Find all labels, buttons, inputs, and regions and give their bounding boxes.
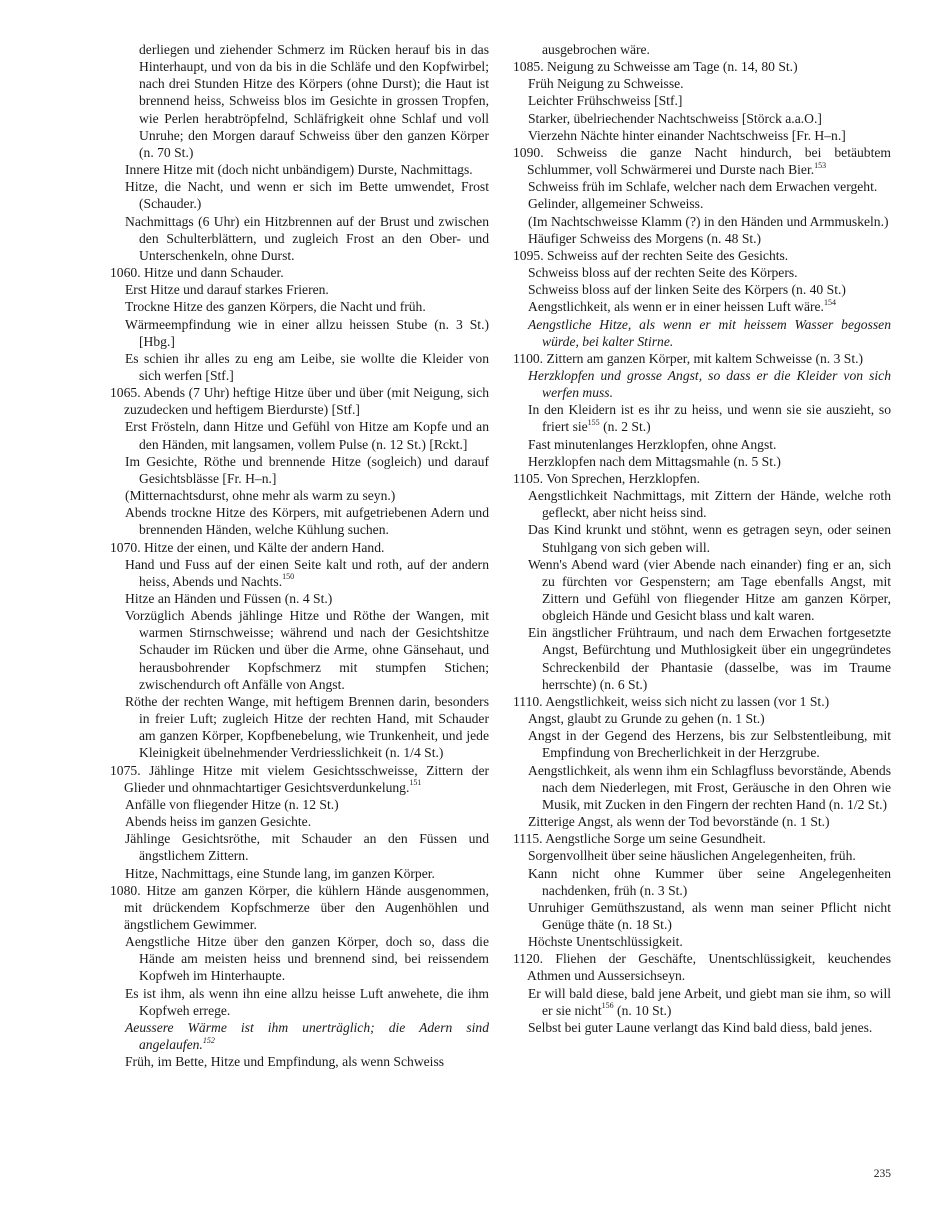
entry: [513, 401, 891, 435]
entry-text: 1085. Neigung zu Schweisse am Tage (n. 14, 80 St.): [513, 59, 798, 75]
entry: [110, 762, 489, 796]
entry-text: Vorzüglich Abends jählinge Hitze und Röthe der Wangen, mit warmen Stirnschweisse; während und nach der Gesichtshitze Schauder im Rücken und über die Arme, ohne Gänsehaut, und herausbohrender Kopfschmerz mit stumpfen Stichen; zwischendurch oft Anfälle von Angst.: [125, 608, 489, 692]
entry: [513, 453, 891, 470]
entry: [513, 230, 891, 247]
entry: [513, 950, 891, 984]
entry: [513, 195, 891, 212]
entry: [110, 556, 489, 590]
entry-text: Abends trockne Hitze des Körpers, mit aufgetriebenen Adern und brennenden Händen, welche Kühlung suchen.: [125, 505, 489, 538]
entry: [110, 985, 489, 1019]
entry: [110, 1019, 489, 1053]
entry: [110, 41, 489, 161]
entry: [110, 590, 489, 607]
entry: [110, 453, 489, 487]
entry-text: Selbst bei guter Laune verlangt das Kind bald diess, bald jenes.: [528, 1019, 873, 1035]
entry: [513, 298, 891, 315]
entry-text: Wenn's Abend ward (vier Abende nach einander) fing er an, sich zu fürchten vor Gespenstern; am Tage ebenfalls Angst, mit Zittern und Gefühl von fliegender Hitze am ganzen Körper, obgleich Hände und Gesicht blass und kalt waren.: [528, 556, 891, 624]
page-number: 235: [873, 1168, 891, 1180]
entry-text: Sorgenvollheit über seine häuslichen Angelegenheiten, früh.: [528, 848, 856, 864]
footnote-ref: 152: [202, 1035, 215, 1045]
entry: [513, 985, 891, 1019]
entry: [513, 281, 891, 298]
entry: [513, 470, 891, 487]
entry-text: Das Kind krunkt und stöhnt, wenn es getragen seyn, oder seinen Stuhlgang von sich geben will.: [528, 522, 891, 555]
entry: [110, 418, 489, 452]
entry-text: In den Kleidern ist es ihr zu heiss, und wenn sie sie auszieht, so friert sie: [528, 402, 891, 435]
entry: [513, 847, 891, 864]
entry: [513, 727, 891, 761]
entry-text: Trockne Hitze des ganzen Körpers, die Nacht und früh.: [125, 299, 426, 315]
entry: [513, 830, 891, 847]
entry: [513, 247, 891, 264]
entry: [110, 865, 489, 882]
entry: [513, 144, 891, 178]
entry-text: 1100. Zittern am ganzen Körper, mit kaltem Schweisse (n. 3 St.): [513, 350, 864, 366]
footnote-ref: 153: [814, 160, 827, 170]
entry-text: (Mitternachtsdurst, ohne mehr als warm zu seyn.): [125, 488, 396, 504]
entry-text: Er will bald diese, bald jene Arbeit, und giebt man sie ihm, so will er sie nicht: [528, 985, 891, 1018]
entry-text: Wärmeempfindung wie in einer allzu heissen Stube (n. 3 St.) [Hbg.]: [125, 316, 489, 349]
entry-text: Abends heiss im ganzen Gesichte.: [125, 814, 312, 830]
entry-text: Hitze, die Nacht, und wenn er sich im Bette umwendet, Frost (Schauder.): [125, 179, 489, 212]
entry-text: Unruhiger Gemüthszustand, als wenn man seiner Pflicht nicht Genüge thäte (n. 18 St.): [528, 899, 891, 932]
entry: [110, 281, 489, 298]
footnote-ref: 155: [587, 417, 600, 427]
entry-text: 1060. Hitze und dann Schauder.: [110, 265, 284, 281]
entry: [110, 813, 489, 830]
entry: [513, 58, 891, 75]
entry: [513, 436, 891, 453]
entry-text-tail: (n. 10 St.): [613, 1002, 672, 1018]
entry-text: Hitze an Händen und Füssen (n. 4 St.): [125, 591, 333, 606]
entry: [110, 830, 489, 864]
entry-text: Hand und Fuss auf der einen Seite kalt und roth, auf der andern heiss, Abends und Nachts.: [125, 556, 489, 589]
entry: [110, 1053, 489, 1070]
entry-text: ausgebrochen wäre.: [542, 42, 650, 57]
entry: [513, 933, 891, 950]
entry-text: Hitze, Nachmittags, eine Stunde lang, im ganzen Körper.: [125, 865, 435, 881]
entry-text: 1090. Schweiss die ganze Nacht hindurch, bei betäubtem Schlummer, voll Schwärmerei und Durste nach Bier.: [513, 144, 891, 178]
entry-text: Herzklopfen nach dem Mittagsmahle (n. 5 St.): [528, 453, 781, 469]
entry-text: Aengstliche Hitze über den ganzen Körper, doch so, dass die Hände am meisten heiss und brennend sind, bei reissendem Kopfweh im Hinterhaupte.: [125, 934, 489, 984]
footnote-ref: 156: [601, 1001, 614, 1011]
entry: [513, 487, 891, 521]
entry-text: 1075. Jählinge Hitze mit vielem Gesichtsschweisse, Zittern der Glieder und ohnmachtartiger Gesichtsverdunkelung.: [110, 762, 489, 795]
entry-text: Jählinge Gesichtsröthe, mit Schauder an den Füssen und ängstlichem Zittern.: [125, 831, 489, 864]
entry: [513, 178, 891, 195]
entry-text: Häufiger Schweiss des Morgens (n. 48 St.): [528, 230, 762, 246]
entry: [513, 213, 891, 230]
entry-text: Höchste Unentschlüssigkeit.: [528, 934, 683, 950]
entry-text: Röthe der rechten Wange, mit heftigem Brennen darin, besonders in freier Luft; zugleich Hitze der rechten Hand, mit Schauder am ganzen Körper, Kopfbenebelung, wie Trunkenheit, und jede Kleinigkeit übelnehmender Verdriesslichkeit (n. 1/4 St.): [125, 693, 489, 761]
entry: [110, 504, 489, 538]
entry: [110, 796, 489, 813]
entry-text: Herzklopfen und grosse Angst, so dass er die Kleider von sich werfen muss.: [528, 367, 891, 401]
entry-text: Vierzehn Nächte hinter einander Nachtschweiss [Fr. H–n.]: [528, 127, 846, 143]
entry: [513, 556, 891, 625]
entry-text: 1110. Aengstlichkeit, weiss sich nicht zu lassen (vor 1 St.): [513, 693, 830, 709]
footnote-ref: 154: [823, 297, 836, 307]
entry-text: Ein ängstlicher Frühtraum, und nach dem Erwachen fortgesetzte Angst, Befürchtung und Muthlosigkeit über ein ungegründetes Schreckenbild der Phantasie (dasselbe, was im Traume herrschte) (n. 6 St.): [528, 625, 891, 692]
entry: [110, 487, 489, 504]
footnote-ref: 151: [409, 778, 422, 788]
entry-text: Zitterige Angst, als wenn der Tod bevorstände (n. 1 St.): [528, 814, 830, 830]
entry: [513, 521, 891, 555]
entry-text: Angst, glaubt zu Grunde zu gehen (n. 1 St.): [528, 711, 765, 727]
entry: [110, 298, 489, 315]
entry-text: 1120. Fliehen der Geschäfte, Unentschlüssigkeit, keuchendes Athmen und Aussersichseyn.: [513, 951, 891, 984]
entry: [513, 110, 891, 127]
entry: [513, 316, 891, 350]
entry-text: Schweiss früh im Schlafe, welcher nach dem Erwachen vergeht.: [528, 179, 878, 195]
entry: [110, 178, 489, 212]
entry: [513, 92, 891, 109]
entry-text: Gelinder, allgemeiner Schweiss.: [528, 196, 704, 212]
entry-text: Leichter Frühschweiss [Stf.]: [528, 93, 683, 109]
entry: [513, 264, 891, 281]
entry-text: 1080. Hitze am ganzen Körper, die kühlern Hände ausgenommen, mit drückendem Kopfschmerze über den Augenhöhlen und ängstlichem Gewimmer.: [110, 882, 489, 932]
entry: [513, 350, 891, 367]
entry-text: Früh, im Bette, Hitze und Empfindung, als wenn Schweiss: [125, 1054, 445, 1070]
left-column: [110, 41, 489, 1070]
footnote-ref: 150: [282, 572, 295, 582]
entry-text: 1065. Abends (7 Uhr) heftige Hitze über und über (mit Neigung, sich zuzudecken und heftigem Bierdurste) [Stf.]: [110, 385, 489, 418]
entry: [513, 899, 891, 933]
entry: [513, 127, 891, 144]
entry-text: Aengstlichkeit, als wenn ihm ein Schlagfluss bevorstände, Abends nach dem Niederlegen, mit Frost, Geräusche in den Ohren wie Musik, mit Zucken in den Fingern der rechten Hand (n. 1/2 St.): [528, 762, 891, 812]
entry-text: 1105. Von Sprechen, Herzklopfen.: [513, 470, 700, 486]
entry: [513, 367, 891, 401]
entry-text: Schweiss bloss auf der rechten Seite des Körpers.: [528, 265, 798, 281]
entry: [110, 161, 489, 178]
entry-text: Es ist ihm, als wenn ihn eine allzu heisse Luft anwehete, die ihm Kopfweh erregе.: [125, 985, 489, 1018]
entry-text: Kann nicht ohne Kummer über seine Angelegenheiten nachdenken, früh (n. 3 St.): [528, 865, 891, 898]
entry-text: Erst Frösteln, dann Hitze und Gefühl von Hitze am Kopfe und an den Händen, mit langsamen, vollem Pulse (n. 12 St.) [Rckt.]: [125, 419, 489, 452]
entry-text: 1115. Aengstliche Sorge um seine Gesundheit.: [513, 831, 766, 847]
entry-text: (Im Nachtschweisse Klamm (?) in den Händen und Armmuskeln.): [528, 213, 889, 229]
entry: [110, 316, 489, 350]
entry: [110, 539, 489, 556]
entry: [110, 264, 489, 281]
entry-text: Aengstlichkeit Nachmittags, mit Zittern der Hände, welche roth gefleckt, aber nicht heiss sind.: [528, 488, 891, 521]
entry-text: Fast minutenlanges Herzklopfen, ohne Angst.: [528, 436, 777, 452]
entry: [513, 813, 891, 830]
entry-text: Es schien ihr alles zu eng am Leibe, sie wollte die Kleider von sich werfen [Stf.]: [125, 350, 489, 383]
entry: [513, 75, 891, 92]
entry: [513, 1019, 891, 1036]
entry: [513, 624, 891, 693]
entry: [110, 882, 489, 933]
entry: [110, 384, 489, 418]
entry-text: Angst in der Gegend des Herzens, bis zur Selbstentleibung, mit Empfindung von Brecherlichkeit in der Herzgrube.: [528, 728, 891, 761]
entry-text: Früh Neigung zu Schweisse.: [528, 76, 684, 92]
entry-text: Schweiss bloss auf der linken Seite des Körpers (n. 40 St.): [528, 282, 846, 298]
entry-text: Nachmittags (6 Uhr) ein Hitzbrennen auf der Brust und zwischen den Schulterblättern, und zugleich Frost an den Ober- und Unterschenkeln, ohne Durst.: [125, 213, 489, 263]
entry: [513, 693, 891, 710]
entry-text: Innere Hitze mit (doch nicht unbändigem) Durste, Nachmittags.: [125, 162, 473, 178]
entry-text: Erst Hitze und darauf starkes Frieren.: [125, 282, 329, 298]
entry-text: 1095. Schweiss auf der rechten Seite des Gesichts.: [513, 247, 789, 263]
entry: [110, 693, 489, 762]
entry: [513, 865, 891, 899]
entry: [110, 933, 489, 984]
entry: [513, 710, 891, 727]
entry-text: derliegen und ziehender Schmerz im Rücken herauf bis in das Hinterhaupt, und von da bis in die Schläfe und den Kopfwirbel; nach drei Stunden Hitze des Körpers (ohne Durst); die Haut ist brennend heiss, Schweiss blos im Gesichte in grossen Tropfen, wie Perlen herabtröpfelnd, Schläfrigkeit ohne Schlaf und voll Unruhe; den Morgen darauf Schweiss über den ganzen Körper (n. 70 St.): [139, 42, 489, 160]
entry: [110, 607, 489, 693]
entry: [513, 762, 891, 813]
entry-text: Aeussere Wärme ist ihm unerträglich; die Adern sind angelaufen.: [125, 1019, 489, 1053]
entry-text: 1070. Hitze der einen, und Kälte der andern Hand.: [110, 539, 385, 555]
entry-text: Aengstliche Hitze, als wenn er mit heissem Wasser begossen würde, bei kalter Stirne.: [528, 316, 891, 349]
entry: [110, 350, 489, 384]
entry-text: Anfälle von fliegender Hitze (n. 12 St.): [125, 796, 339, 812]
entry-text: Starker, übelriechender Nachtschweiss [Störck a.a.O.]: [528, 110, 822, 126]
entry: [110, 213, 489, 264]
entry-text: Aengstlichkeit, als wenn er in einer heissen Luft wäre.: [528, 299, 824, 315]
entry-text-tail: (n. 2 St.): [599, 419, 651, 435]
entry: [513, 41, 891, 58]
right-column: [513, 41, 891, 1036]
entry-text: Im Gesichte, Röthe und brennende Hitze (sogleich) und darauf Gesichtsblässe [Fr. H–n.]: [125, 453, 489, 486]
